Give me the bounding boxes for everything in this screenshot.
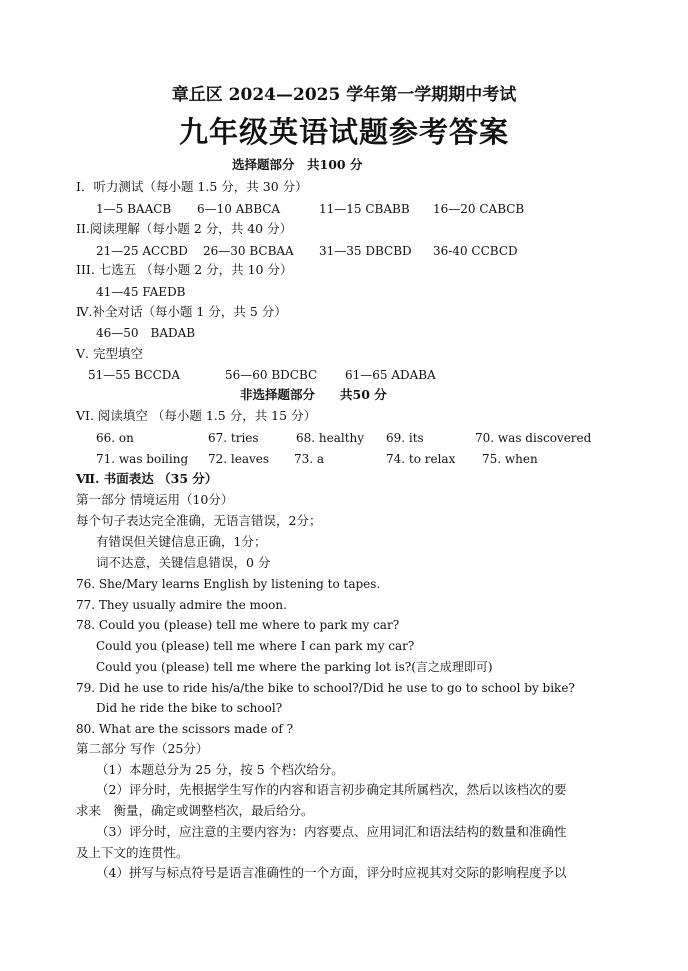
section-heading-writing: Ⅶ. 书面表达 （35 分） <box>76 471 218 486</box>
fill-answer: 70. was discovered <box>475 431 592 445</box>
answer-group: 41—45 FAEDB <box>96 285 186 299</box>
scoring-paragraph: （2）评分时，先根据学生写作的内容和语言初步确定其所属档次，然后以该档次的要 <box>96 782 567 797</box>
fill-answer: 67. tries <box>208 431 259 445</box>
subsection-heading-situational: 第一部分 情境运用（10分） <box>76 492 234 507</box>
scoring-paragraph: 及上下文的连贯性。 <box>76 845 189 860</box>
answer-76: 76. She/Mary learns English by listening to tapes. <box>76 577 381 591</box>
fill-answer: 74. to relax <box>386 452 456 466</box>
answer-77: 77. They usually admire the moon. <box>76 598 287 612</box>
exam-title: 章丘区 2024—2025 学年第一学期期中考试 <box>171 85 517 105</box>
answer-group: 36-40 CCBCD <box>433 244 518 258</box>
scoring-rule: 有错误但关键信息正确，1分； <box>96 534 267 549</box>
subsection-heading-writing: 第二部分 写作（25分） <box>76 741 209 756</box>
section-heading-reading: II.阅读理解（每小题 2 分，共 40 分） <box>76 221 293 236</box>
answer-group: 31—35 DBCBD <box>319 244 412 258</box>
answer-group: 1—5 BAACB <box>96 202 172 216</box>
section-heading-reading-fill: VI. 阅读填空 （每小题 1.5 分，共 15 分） <box>76 408 317 423</box>
fill-answer: 66. on <box>96 431 134 445</box>
section-heading-dialogue: Ⅳ.补全对话（每小题 1 分，共 5 分） <box>76 304 287 319</box>
page-title: 九年级英语试题参考答案 <box>178 115 509 149</box>
fill-answer: 75. when <box>482 452 538 466</box>
scoring-rule: 词不达意，关键信息错误，0 分 <box>96 555 271 570</box>
answer-78: 78. Could you (please) tell me where to park my car? <box>76 618 400 632</box>
scoring-paragraph: （1）本题总分为 25 分，按 5 个档次给分。 <box>96 762 344 777</box>
answer-group: 16—20 CABCB <box>433 202 525 216</box>
part-heading-choice: 选择题部分 共100 分 <box>232 157 363 172</box>
answer-78-alt: Could you (please) tell me where the parking lot is?(言之成理即可) <box>96 660 493 674</box>
answer-79-alt: Did he ride the bike to school? <box>96 701 283 715</box>
section-heading-cloze: Ⅴ. 完型填空 <box>76 346 143 361</box>
section-heading-seven-choose-five: III. 七选五 （每小题 2 分，共 10 分） <box>76 262 293 277</box>
answer-group: 46—50 BADAB <box>96 326 196 340</box>
scoring-rule: 每个句子表达完全准确，无语言错误，2分； <box>76 513 322 528</box>
scoring-paragraph: 求来 衡量，确定或调整档次，最后给分。 <box>76 803 314 818</box>
fill-answer: 68. healthy <box>296 431 365 445</box>
answer-group: 61—65 ADABA <box>345 368 436 382</box>
scoring-paragraph: （3）评分时，应注意的主要内容为：内容要点、应用词汇和语法结构的数量和准确性 <box>96 824 567 839</box>
scoring-paragraph: （4）拼写与标点符号是语言准确性的一个方面，评分时应视其对交际的影响程度予以 <box>96 865 567 880</box>
answer-group: 51—55 BCCDA <box>88 368 181 382</box>
fill-answer: 73. a <box>294 452 325 466</box>
answer-group: 56—60 BDCBC <box>225 368 318 382</box>
fill-answer: 71. was boiling <box>96 452 189 466</box>
part-heading-nonchoice: 非选择题部分 共50 分 <box>240 387 387 402</box>
answer-78-alt: Could you (please) tell me where I can park my car? <box>96 639 415 653</box>
answer-79: 79. Did he use to ride his/a/the bike to school?/Did he use to go to school by bike? <box>76 681 575 695</box>
fill-answer: 69. its <box>386 431 424 445</box>
answer-80: 80. What are the scissors made of ? <box>76 722 294 736</box>
answer-group: 21—25 ACCBD <box>96 244 188 258</box>
section-heading-listening: I．听力测试（每小题 1.5 分，共 30 分） <box>76 179 308 194</box>
fill-answer: 72. leaves <box>208 452 270 466</box>
answer-group: 6—10 ABBCA <box>197 202 281 216</box>
answer-group: 26—30 BCBAA <box>203 244 294 258</box>
answer-group: 11—15 CBABB <box>319 202 410 216</box>
